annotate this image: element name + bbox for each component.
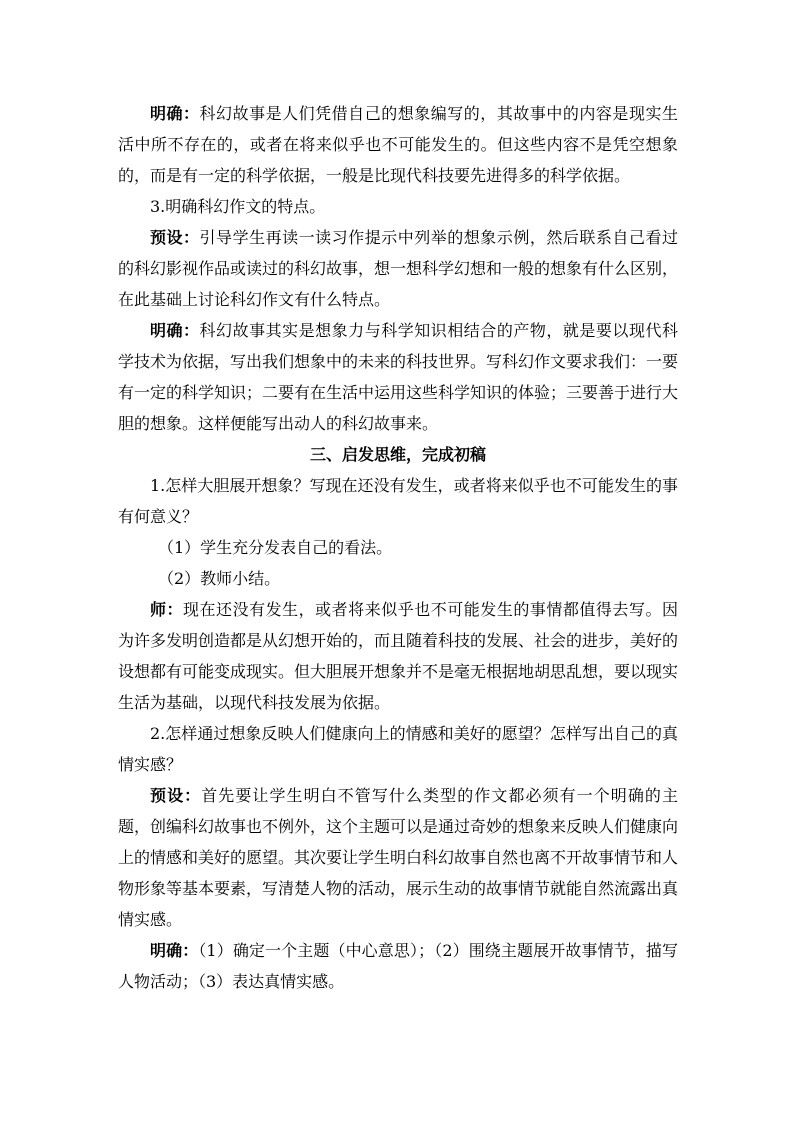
- paragraph-text: 1.怎样大胆展开想象？写现在还没有发生，或者将来似乎也不可能发生的事有何意义？: [118, 476, 678, 526]
- paragraph-question-2: [118, 718, 678, 780]
- paragraph-step-3: [118, 191, 678, 222]
- paragraph-teacher: [118, 594, 678, 718]
- paragraph-text: （1）学生充分发表自己的看法。: [158, 538, 393, 557]
- paragraph-text: 科幻故事是人们凭借自己的想象编写的，其故事中的内容是现实生活中所不存在的，或者在将来似乎也不可能发生的。但这些内容不是凭空想象的，而是有一定的科学依据，一般是比现代科技要先进得多的科学依据。: [118, 104, 678, 185]
- paragraph-clarify-3: [118, 935, 678, 997]
- paragraph-text: 现在还没有发生，或者将来似乎也不可能发生的事情都值得去写。因为许多发明创造都是从幻想开始的，而且随着科技的发展、社会的进步，美好的设想都有可能变成现实。但大胆展开想象并不是毫无根据地胡思乱想，要以现实生活为基础，以现代科技发展为依据。: [118, 600, 679, 712]
- paragraph-clarify-1: [118, 98, 678, 191]
- paragraph-lead: 明确：: [150, 321, 200, 340]
- paragraph-sub-1: [118, 532, 678, 563]
- paragraph-lead: 明确：: [150, 941, 199, 960]
- paragraph-text: 3.明确科幻作文的特点。: [150, 197, 326, 216]
- paragraph-text: 2.怎样通过想象反映人们健康向上的情感和美好的愿望？怎样写出自己的真情实感？: [118, 724, 678, 774]
- paragraph-sub-2: [118, 563, 678, 594]
- paragraph-text: （2）教师小结。: [158, 569, 281, 588]
- paragraph-clarify-2: [118, 315, 678, 439]
- section-heading: 三、启发思维，完成初稿: [309, 445, 486, 464]
- paragraph-preset-2: [118, 780, 678, 935]
- paragraph-preset-1: [118, 222, 678, 315]
- paragraph-lead: 明确：: [150, 104, 200, 123]
- paragraph-text: （1）确定一个主题（中心意思）；（2）围绕主题展开故事情节，描写人物活动；（3）表达真情实感。: [118, 941, 678, 991]
- paragraph-text: 引导学生再读一读习作提示中列举的想象示例，然后联系自己看过的科幻影视作品或读过的科幻故事，想一想科学幻想和一般的想象有什么区别，在此基础上讨论科幻作文有什么特点。: [118, 228, 679, 309]
- document-body: [118, 98, 678, 997]
- paragraph-lead: 师：: [150, 600, 184, 619]
- paragraph-text: 科幻故事其实是想象力与科学知识相结合的产物，就是要以现代科学技术为依据，写出我们想象中的未来的科技世界。写科幻作文要求我们：一要有一定的科学知识；二要有在生活中运用这些科学知识的体验；三要善于进行大胆的想象。这样便能写出动人的科幻故事来。: [118, 321, 679, 433]
- paragraph-question-1: [118, 470, 678, 532]
- paragraph-lead: 预设：: [150, 786, 202, 805]
- paragraph-lead: 预设：: [150, 228, 200, 247]
- paragraph-text: 首先要让学生明白不管写什么类型的作文都必须有一个明确的主题，创编科幻故事也不例外，这个主题可以是通过奇妙的想象来反映人们健康向上的情感和美好的愿望。其次要让学生明白科幻故事自然也离不开故事情节和人物形象等基本要素，写清楚人物的活动，展示生动的故事情节就能自然流露出真情实感。: [118, 786, 679, 929]
